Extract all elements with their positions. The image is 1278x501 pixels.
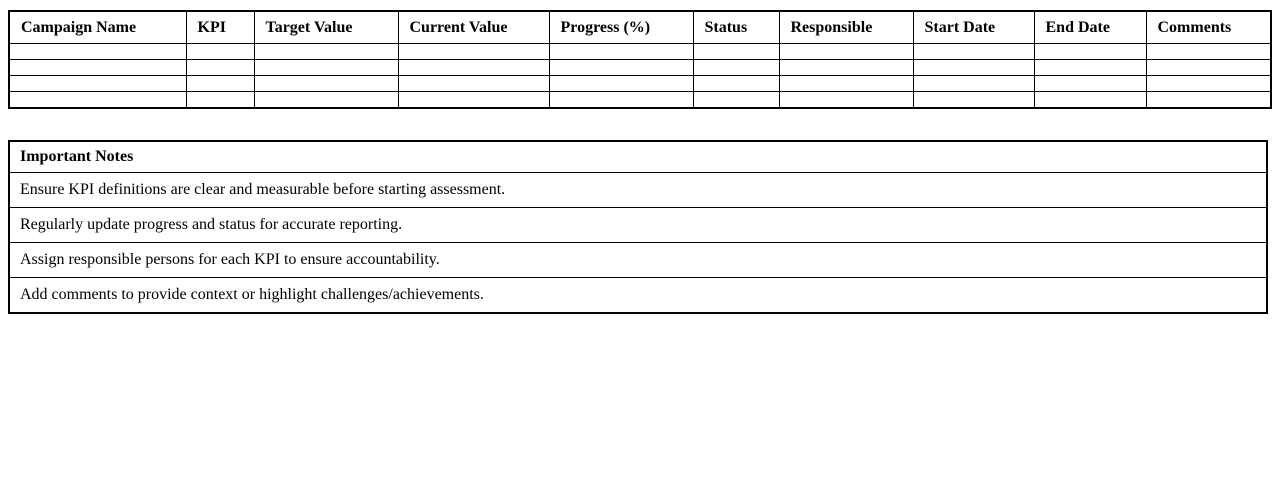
empty-cell bbox=[779, 92, 913, 109]
empty-cell bbox=[9, 60, 186, 76]
note-row bbox=[9, 173, 1267, 208]
notes-header-row bbox=[9, 141, 1267, 173]
note-text: Ensure KPI definitions are clear and measurable before starting assessment. bbox=[9, 173, 1267, 208]
table-row bbox=[9, 76, 1271, 92]
column-header-current-value: Current Value bbox=[398, 11, 549, 44]
note-text: Regularly update progress and status for accurate reporting. bbox=[9, 208, 1267, 243]
empty-cell bbox=[398, 44, 549, 60]
column-header-comments: Comments bbox=[1146, 11, 1271, 44]
empty-cell bbox=[779, 60, 913, 76]
empty-cell bbox=[398, 92, 549, 109]
empty-cell bbox=[1146, 92, 1271, 109]
empty-cell bbox=[186, 44, 254, 60]
note-row bbox=[9, 243, 1267, 278]
empty-cell bbox=[693, 60, 779, 76]
empty-cell bbox=[186, 76, 254, 92]
empty-cell bbox=[549, 92, 693, 109]
empty-cell bbox=[1034, 92, 1146, 109]
empty-cell bbox=[549, 76, 693, 92]
empty-cell bbox=[254, 92, 398, 109]
column-header-end-date: End Date bbox=[1034, 11, 1146, 44]
empty-cell bbox=[254, 76, 398, 92]
column-header-start-date: Start Date bbox=[913, 11, 1034, 44]
note-row bbox=[9, 278, 1267, 314]
kpi-table-header-row bbox=[9, 11, 1271, 44]
empty-cell bbox=[9, 76, 186, 92]
note-text: Add comments to provide context or highlight challenges/achievements. bbox=[9, 278, 1267, 314]
column-header-responsible: Responsible bbox=[779, 11, 913, 44]
empty-cell bbox=[186, 60, 254, 76]
empty-cell bbox=[1034, 60, 1146, 76]
column-header-status: Status bbox=[693, 11, 779, 44]
empty-cell bbox=[1146, 60, 1271, 76]
empty-cell bbox=[9, 44, 186, 60]
empty-cell bbox=[186, 92, 254, 109]
empty-cell bbox=[913, 76, 1034, 92]
kpi-assessment-table bbox=[8, 10, 1272, 109]
empty-cell bbox=[254, 60, 398, 76]
table-row bbox=[9, 92, 1271, 109]
empty-cell bbox=[398, 60, 549, 76]
empty-cell bbox=[549, 60, 693, 76]
empty-cell bbox=[779, 44, 913, 60]
empty-cell bbox=[254, 44, 398, 60]
empty-cell bbox=[1146, 44, 1271, 60]
column-header-target-value: Target Value bbox=[254, 11, 398, 44]
column-header-campaign-name: Campaign Name bbox=[9, 11, 186, 44]
empty-cell bbox=[693, 76, 779, 92]
empty-cell bbox=[398, 76, 549, 92]
column-header-progress: Progress (%) bbox=[549, 11, 693, 44]
column-header-kpi: KPI bbox=[186, 11, 254, 44]
empty-cell bbox=[1146, 76, 1271, 92]
empty-cell bbox=[693, 44, 779, 60]
empty-cell bbox=[913, 92, 1034, 109]
empty-cell bbox=[913, 44, 1034, 60]
table-row bbox=[9, 44, 1271, 60]
empty-cell bbox=[913, 60, 1034, 76]
note-row bbox=[9, 208, 1267, 243]
important-notes-table bbox=[8, 140, 1268, 314]
empty-cell bbox=[693, 92, 779, 109]
table-row bbox=[9, 60, 1271, 76]
note-text: Assign responsible persons for each KPI to ensure accountability. bbox=[9, 243, 1267, 278]
empty-cell bbox=[1034, 76, 1146, 92]
empty-cell bbox=[1034, 44, 1146, 60]
notes-table-title: Important Notes bbox=[9, 141, 1267, 173]
empty-cell bbox=[549, 44, 693, 60]
empty-cell bbox=[9, 92, 186, 109]
empty-cell bbox=[779, 76, 913, 92]
